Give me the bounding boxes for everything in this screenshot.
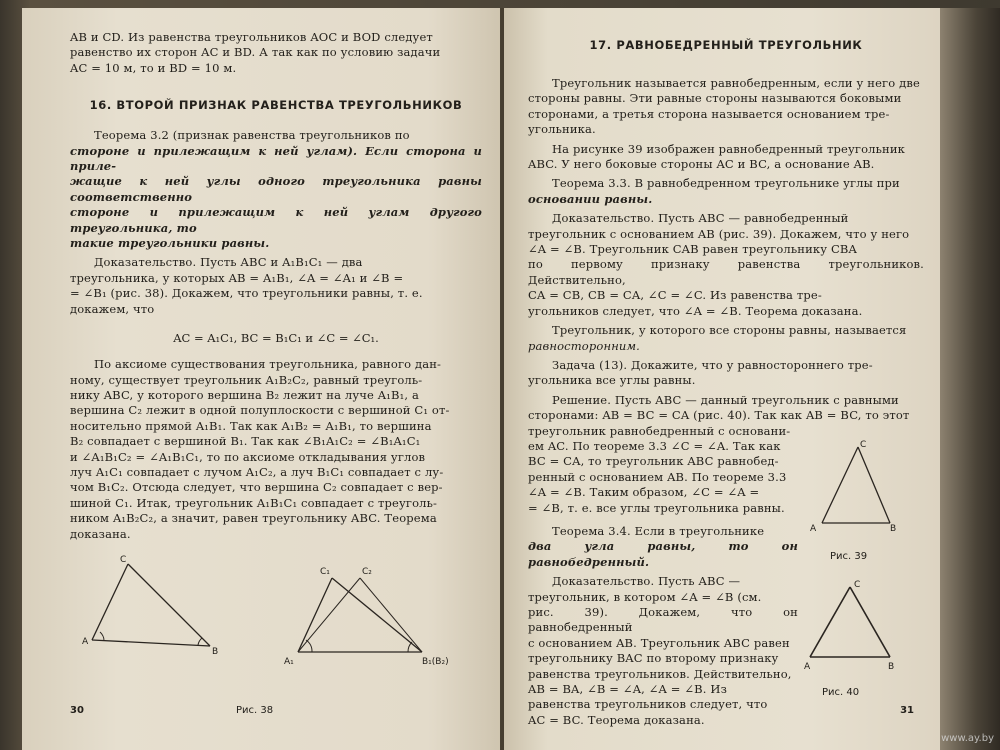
text-line: жащие к ней углы одного треугольника равны соответственно — [70, 174, 482, 204]
figure-39-40-drawing — [798, 439, 924, 699]
theorem-3-2 — [70, 128, 482, 251]
text-line: равенства треугольников следует, что — [528, 697, 768, 712]
fig40-label-c: C — [854, 579, 861, 590]
text-line: Задача (13). Докажите, что у равностороннего тре- — [552, 357, 873, 372]
figure-39-reference — [528, 142, 924, 173]
text-line: треугольник, в котором ∠A = ∠B (см. — [528, 589, 762, 604]
fig39-label-a: A — [810, 523, 817, 534]
text-line: B₂ совпадает с вершиной B₁. Так как ∠B₁A₁C₂ = ∠B₁A₁C₁ — [70, 434, 421, 449]
text-line: Доказательство. Пусть ABC — равнобедренный — [552, 211, 849, 226]
fig39-label-c: C — [860, 439, 867, 450]
definition-isosceles — [528, 76, 924, 138]
figure-38 — [70, 542, 482, 672]
label-c1: C₁ — [320, 566, 330, 577]
text-line: два угла равны, то он равнобедренный. — [528, 539, 798, 569]
text-line: ем AC. По теореме 3.3 ∠C = ∠A. Так как — [528, 438, 781, 453]
right-page — [504, 8, 940, 750]
text-line: и ∠A₁B₁C₂ = ∠A₁B₁C₁, то по аксиоме откладывания углов — [70, 449, 426, 464]
text-line: сторонами, а третья сторона называется основанием тре- — [528, 106, 890, 121]
text-line: стороне и прилежащим к ней углам). Если сторона и приле- — [70, 143, 482, 174]
fig38-side-c1b1 — [332, 578, 422, 652]
label-a: A — [82, 636, 89, 647]
proof-3-3 — [528, 211, 924, 319]
section-heading: 17. РАВНОБЕДРЕННЫЙ ТРЕУГОЛЬНИК — [589, 38, 863, 52]
fig39-label-b: B — [890, 523, 897, 534]
text-line: ренный с основанием AB. По теореме 3.3 — [528, 469, 787, 484]
fig38-angle-b — [198, 638, 202, 645]
text-line: = ∠B, т. е. все углы треугольника равны. — [528, 500, 785, 515]
text-line: сторонами: AB = BC = CA (рис. 40). Так как AB = BC, то этот — [528, 408, 910, 423]
label-b: B — [212, 646, 219, 657]
fig38-side-ab — [92, 640, 210, 646]
text-line: Теорема 3.3. В равнобедренном треугольнике углы при — [552, 176, 900, 191]
proof-body — [70, 357, 482, 542]
text-line: CA = CB, CB = CA, ∠C = ∠C. Из равенства тре- — [528, 288, 822, 303]
text-line: угольника все углы равны. — [528, 373, 696, 388]
text-line: AB и CD. Из равенства треугольников AOC и BOD следует — [70, 30, 433, 44]
text-line: треугольнику BAC по второму признаку — [528, 651, 779, 666]
text-line: носительно прямой A₁B₁. Так как A₁B₂ = A₁B₁, то вершина — [70, 418, 432, 433]
text-line: стороны равны. Эти равные стороны называются боковыми — [528, 91, 902, 106]
label-a1: A₁ — [284, 656, 294, 667]
text-line: ∠A = ∠B. Таким образом, ∠C = ∠A = — [528, 485, 760, 500]
text-line: такие треугольники равны. — [70, 236, 270, 251]
solution — [528, 393, 924, 439]
fig38-side-ac — [92, 564, 128, 640]
page-number-right: 31 — [900, 705, 914, 716]
fig40-label-a: A — [804, 661, 811, 672]
text-line: ∠A = ∠B. Треугольник CAB равен треугольнику CBA — [528, 242, 857, 257]
fig40-side-ac — [810, 587, 850, 657]
text-line: ABC. У него боковые стороны AC и BC, а основание AB. — [528, 157, 875, 172]
label-b1b2: B₁(B₂) — [422, 656, 449, 667]
caption-fig-40: Рис. 40 — [822, 686, 860, 698]
text-line: с основанием AB. Треугольник ABC равен — [528, 635, 790, 650]
text-line: Теорема 3.4. Если в треугольнике — [552, 523, 765, 538]
task-13 — [528, 358, 924, 389]
text-line: угольников следует, что ∠A = ∠B. Теорема доказана. — [528, 303, 863, 318]
text-line: шиной C₁. Итак, треугольник A₁B₁C₁ совпадает с треуголь- — [70, 495, 438, 510]
text-line: Треугольник, у которого все стороны равны, называется — [552, 323, 907, 338]
text-line: треугольника, у которых AB = A₁B₁, ∠A = ∠A₁ и ∠B = — [70, 270, 404, 285]
text-line: На рисунке 39 изображен равнобедренный треугольник — [552, 141, 905, 156]
text-line: AC = 10 м, то и BD = 10 м. — [70, 60, 237, 75]
text-line: AB = BA, ∠B = ∠A, ∠A = ∠B. Из — [528, 682, 727, 697]
text-line: = ∠B₁ (рис. 38). Докажем, что треугольники равны, т. е. — [70, 286, 423, 301]
text-line: основании равны. — [528, 191, 653, 206]
left-page — [22, 8, 500, 750]
text-line: BC = CA, то треугольник ABC равнобед- — [528, 454, 779, 469]
wrapped-section — [528, 439, 924, 728]
text-line: равносторонним. — [528, 338, 640, 353]
figures-39-40 — [798, 439, 924, 728]
text-line: стороне и прилежащим к ней углам другого треугольника, то — [70, 205, 482, 235]
text-line: Треугольник называется равнобедренным, если у него две — [552, 76, 920, 90]
formula: AC = A₁C₁, BC = B₁C₁ и ∠C = ∠C₁. — [173, 331, 379, 346]
text-line: ником A₁B₂C₂, а значит, равен треугольнику ABC. Теорема — [70, 511, 437, 526]
fig38-side-a1c1 — [298, 578, 332, 652]
caption-fig-38: Рис. 38 — [236, 705, 274, 716]
fig40-side-cb — [850, 587, 890, 657]
text-line: нику ABC, у которого вершина B₂ лежит на луче A₁B₁, а — [70, 387, 419, 402]
fig38-side-cb — [128, 564, 210, 646]
proof-start — [70, 255, 482, 317]
text-line: равенство их сторон AC и BD. А так как по условию задачи — [70, 45, 441, 60]
text-line: равенства треугольников. Действительно, — [528, 666, 792, 681]
text-line: доказана. — [70, 526, 131, 541]
caption-fig-39: Рис. 39 — [830, 550, 868, 562]
page-edges — [940, 8, 1000, 750]
fig38-angle-a — [100, 632, 104, 641]
wrapped-text — [528, 439, 798, 728]
figure-38-drawing — [70, 542, 470, 670]
text-line: Доказательство. Пусть ABC — — [552, 574, 741, 589]
theorem-3-3 — [528, 176, 924, 207]
text-line: AC = BC. Теорема доказана. — [528, 712, 705, 727]
fig38-side-c2b2 — [360, 578, 422, 652]
fig40-label-b: B — [888, 661, 895, 672]
fig39-side-cb — [858, 447, 890, 523]
text-line: угольника. — [528, 122, 596, 137]
definition-equilateral — [528, 323, 924, 354]
watermark: www.ay.by — [941, 733, 994, 744]
text-line: Теорема 3.2 (признак равенства треугольников по — [94, 128, 410, 143]
section-heading: 16. ВТОРОЙ ПРИЗНАК РАВЕНСТВА ТРЕУГОЛЬНИКОВ — [89, 98, 463, 113]
text-line: Решение. Пусть ABC — данный треугольник с равными — [552, 392, 899, 407]
intro-paragraph — [70, 30, 482, 76]
text-line: луч A₁C₁ совпадает с лучом A₁C₂, а луч B₁C₁ совпадает с лу- — [70, 464, 444, 479]
text-line: рис. 39). Докажем, что он равнобедренный — [528, 605, 798, 635]
text-line: ному, существует треугольник A₁B₂C₂, равный треуголь- — [70, 372, 423, 387]
label-c: C — [120, 554, 127, 565]
text-line: треугольник с основанием AB (рис. 39). Докажем, что у него — [528, 226, 910, 241]
page-number-left: 30 — [70, 705, 84, 716]
proof-3-4 — [528, 574, 798, 728]
text-line: По аксиоме существования треугольника, равного дан- — [94, 357, 442, 372]
label-c2: C₂ — [362, 566, 372, 577]
text-line: треугольник равнобедренный с основани- — [528, 423, 791, 438]
theorem-3-4 — [528, 524, 798, 570]
fig39-side-ac — [822, 447, 858, 523]
text-line: по первому признаку равенства треугольников. Действительно, — [528, 257, 924, 287]
text-line: Доказательство. Пусть ABC и A₁B₁C₁ — два — [94, 255, 363, 270]
text-line: чом B₁C₂. Отсюда следует, что вершина C₂ совпадает с вер- — [70, 480, 443, 495]
text-line: вершина C₂ лежит в одной полуплоскости с вершиной C₁ от- — [70, 403, 450, 418]
text-line: докажем, что — [70, 301, 155, 316]
